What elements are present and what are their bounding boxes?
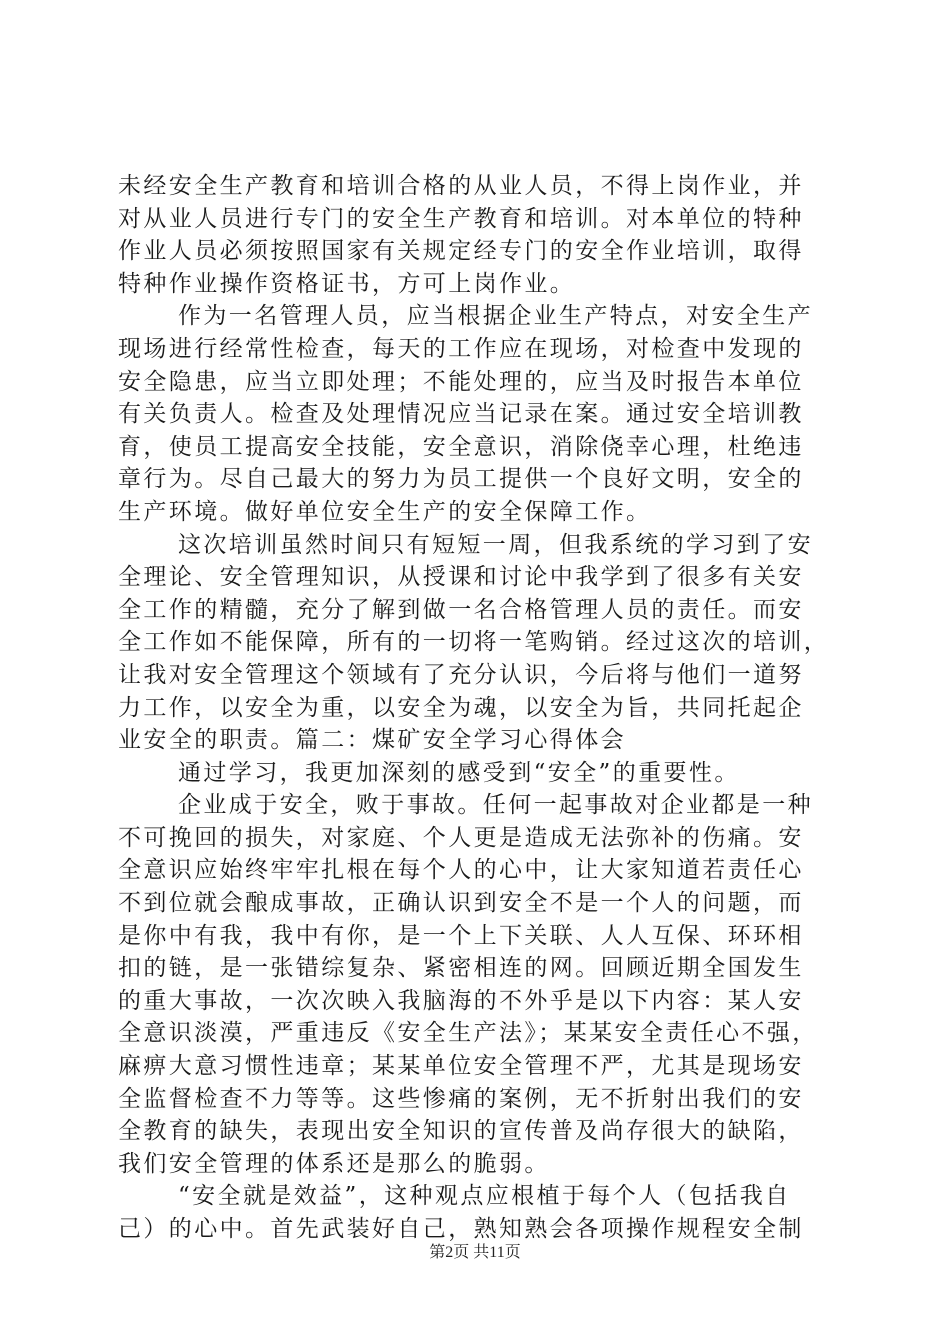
text-line: 全理论、安全管理知识，从授课和讨论中我学到了很多有关安 <box>118 564 804 591</box>
text-line: 全工作的精髓，充分了解到做一名合格管理人员的责任。而安 <box>118 596 804 623</box>
text-line: 让我对安全管理这个领域有了充分认识，今后将与他们一道努 <box>118 661 804 688</box>
text-line: 全监督检查不力等等。这些惨痛的案例，无不折射出我们的安 <box>118 1085 804 1112</box>
text-line: 未经安全生产教育和培训合格的从业人员，不得上岗作业，并 <box>118 173 804 199</box>
text-line: 通过学习，我更加深刻的感受到“安全”的重要性。 <box>178 759 740 786</box>
text-line: 育，使员工提高安全技能，安全意识，消除侥幸心理，杜绝违 <box>118 433 804 460</box>
text-line: 全工作如不能保障，所有的一切将一笔购销。经过这次的培训， <box>118 629 830 656</box>
text-line: 的重大事故，一次次映入我脑海的不外乎是以下内容：某人安 <box>118 987 804 1014</box>
text-line: 企业成于安全，败于事故。任何一起事故对企业都是一种 <box>178 792 813 819</box>
text-line: 全意识应始终牢牢扎根在每个人的心中，让大家知道若责任心 <box>118 857 804 884</box>
text-line: 扣的链，是一张错综复杂、紧密相连的网。回顾近期全国发生 <box>118 955 804 982</box>
text-line: 特种作业操作资格证书，方可上岗作业。 <box>118 270 576 297</box>
text-line: 安全隐患，应当立即处理；不能处理的，应当及时报告本单位 <box>118 368 804 395</box>
text-line: 现场进行经常性检查，每天的工作应在现场，对检查中发现的 <box>118 335 804 362</box>
text-line: 己）的心中。首先武装好自己，熟知熟会各项操作规程安全制 <box>118 1216 804 1242</box>
text-line: 我们安全管理的体系还是那么的脆弱。 <box>118 1150 550 1177</box>
text-line: 全教育的缺失，表现出安全知识的宣传普及尚存很大的缺陷， <box>118 1118 804 1145</box>
text-line: 这次培训虽然时间只有短短一周，但我系统的学习到了安 <box>178 531 813 558</box>
text-line: “安全就是效益”，这种观点应根植于每个人（包括我自 <box>178 1183 791 1210</box>
text-line: 力工作，以安全为重，以安全为魂，以安全为旨，共同托起企 <box>118 694 804 721</box>
page-number-footer: 第2页 共11页 <box>429 1244 521 1261</box>
text-line: 全意识淡漠，严重违反《安全生产法》；某某安全责任心不强， <box>118 1020 818 1047</box>
text-line: 对从业人员进行专门的安全生产教育和培训。对本单位的特种 <box>118 205 804 232</box>
text-line: 有关负责人。检查及处理情况应当记录在案。通过安全培训教 <box>118 401 804 428</box>
text-line: 麻痹大意习惯性违章；某某单位安全管理不严，尤其是现场安 <box>118 1053 804 1080</box>
text-line: 不可挽回的损失，对家庭、个人更是造成无法弥补的伤痛。安 <box>118 824 804 851</box>
text-line: 是你中有我，我中有你，是一个上下关联、人人互保、环环相 <box>118 922 804 949</box>
text-line: 章行为。尽自己最大的努力为员工提供一个良好文明，安全的 <box>118 466 804 493</box>
text-line: 业安全的职责。篇二：煤矿安全学习心得体会 <box>118 727 626 754</box>
text-line: 生产环境。做好单位安全生产的安全保障工作。 <box>118 498 652 525</box>
text-line: 作业人员必须按照国家有关规定经专门的安全作业培训，取得 <box>118 238 804 265</box>
text-line: 不到位就会酿成事故，正确认识到安全不是一个人的问题，而 <box>118 890 804 917</box>
document-body <box>118 170 834 1246</box>
text-line: 作为一名管理人员，应当根据企业生产特点，对安全生产 <box>178 303 813 330</box>
